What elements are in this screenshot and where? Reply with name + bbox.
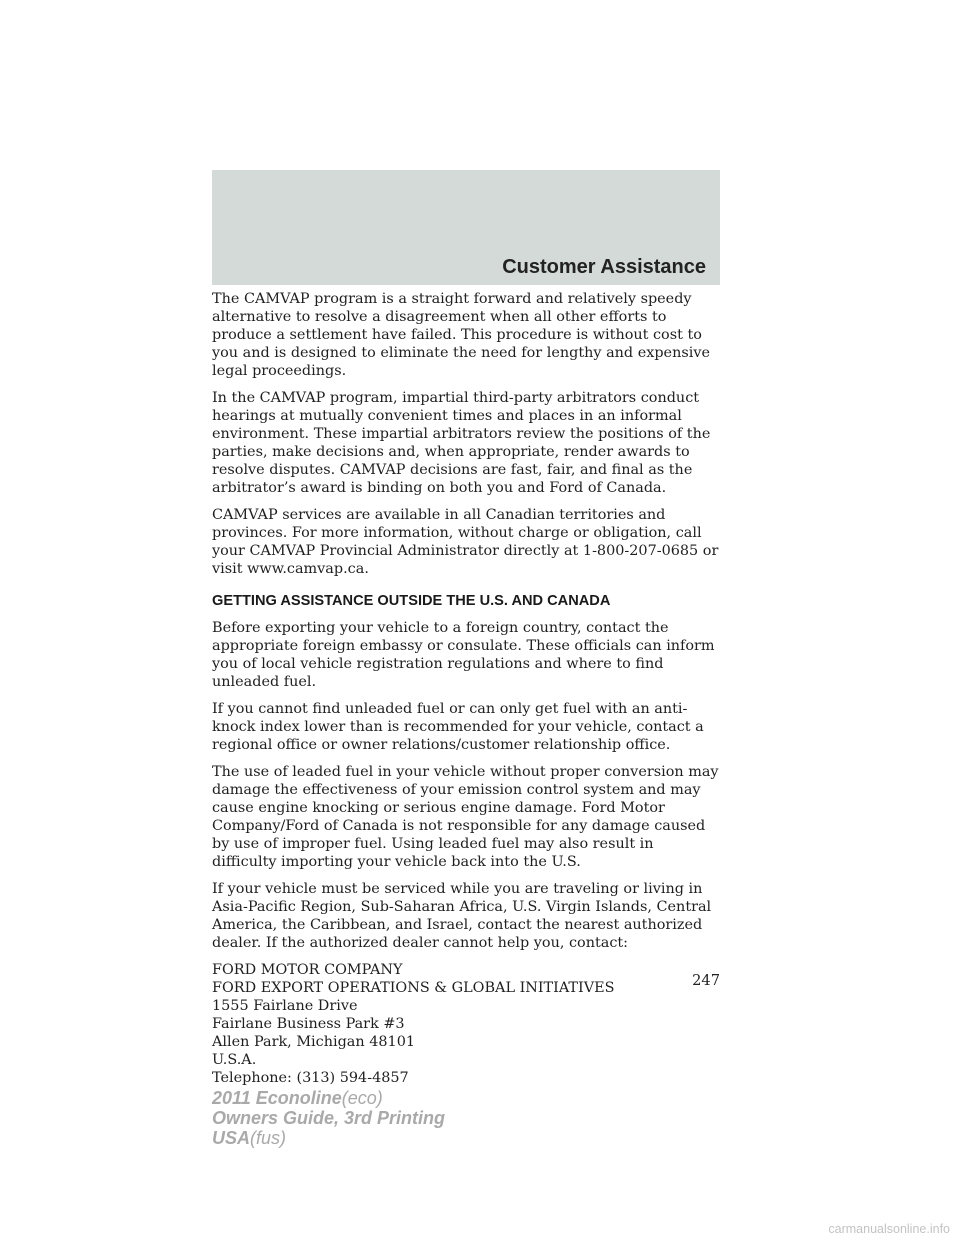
footer-line-guide bbox=[212, 1108, 445, 1128]
address-line: U.S.A. bbox=[212, 1052, 257, 1068]
address-line: 1555 Fairlane Drive bbox=[212, 998, 358, 1014]
paragraph-exporting: Before exporting your vehicle to a foreign country, contact the appropriate foreign embassy or consulate. These officials can inform you of local vehicle registration regulations and where to find unleaded fuel. bbox=[212, 620, 715, 690]
section-header-band bbox=[212, 170, 720, 285]
paragraph-leaded-fuel: The use of leaded fuel in your vehicle without proper conversion may damage the effectiveness of your emission control system and may cause engine knocking or serious engine damage. Ford Motor Company/Ford of Canada is not responsible for any damage caused by use of improper fuel. Using leaded fuel may also result in difficulty importing your vehicle back into the U.S. bbox=[212, 764, 719, 870]
address-telephone: Telephone: (313) 594-4857 bbox=[212, 1070, 409, 1086]
address-line: Allen Park, Michigan 48101 bbox=[212, 1034, 416, 1050]
paragraph-unleaded-fuel: If you cannot find unleaded fuel or can only get fuel with an anti-knock index lower than is recommended for your vehicle, contact a regional office or owner relations/customer relationship office. bbox=[212, 701, 704, 753]
address-line: FORD EXPORT OPERATIONS & GLOBAL INITIATIVES bbox=[212, 980, 615, 996]
paragraph-servicing-abroad: If your vehicle must be serviced while you are traveling or living in Asia-Pacific Region, Sub-Saharan Africa, U.S. Virgin Islands, Central America, the Caribbean, and Israel, contact the nearest authorized dealer. If the authorized dealer cannot help you, contact: bbox=[212, 881, 712, 951]
footer-market-code: (fus) bbox=[250, 1128, 287, 1148]
contact-address bbox=[212, 961, 722, 1087]
paragraph-camvap-arbitrators: In the CAMVAP program, impartial third-party arbitrators conduct hearings at mutually convenient times and places in an informal environment. These impartial arbitrators review the positions of the parties, make decisions and, when appropriate, render awards to resolve disputes. CAMVAP decisions are fast, fair, and final as the arbitrator’s award is binding on both you and Ford of Canada. bbox=[212, 390, 711, 496]
footer-model: 2011 Econoline bbox=[212, 1088, 342, 1108]
footer-market: USA bbox=[212, 1128, 251, 1148]
page-content bbox=[212, 290, 722, 1087]
address-line: Fairlane Business Park #3 bbox=[212, 1016, 405, 1032]
paragraph-camvap-overview: The CAMVAP program is a straight forward and relatively speedy alternative to resolve a disagreement when all other efforts to produce a settlement have failed. This procedure is without cost to you and is designed to eliminate the need for lengthy and expensive legal proceedings. bbox=[212, 291, 710, 379]
paragraph-camvap-services: CAMVAP services are available in all Canadian territories and provinces. For more information, without charge or obligation, call your CAMVAP Provincial Administrator directly at 1-800-207-0685 or visit www.camvap.ca. bbox=[212, 507, 719, 577]
footer-model-code: (eco) bbox=[341, 1088, 383, 1108]
footer-guide: Owners Guide, 3rd Printing bbox=[212, 1108, 446, 1128]
footer-line-model bbox=[212, 1088, 445, 1108]
watermark: carmanualsonline.info bbox=[828, 1222, 950, 1236]
footer-line-market bbox=[212, 1128, 445, 1148]
address-line: FORD MOTOR COMPANY bbox=[212, 962, 403, 978]
page-number: 247 bbox=[692, 972, 720, 989]
document-footer bbox=[212, 1088, 445, 1148]
section-title: Customer Assistance bbox=[502, 256, 706, 278]
section-heading: GETTING ASSISTANCE OUTSIDE THE U.S. AND CANADA bbox=[212, 593, 611, 609]
